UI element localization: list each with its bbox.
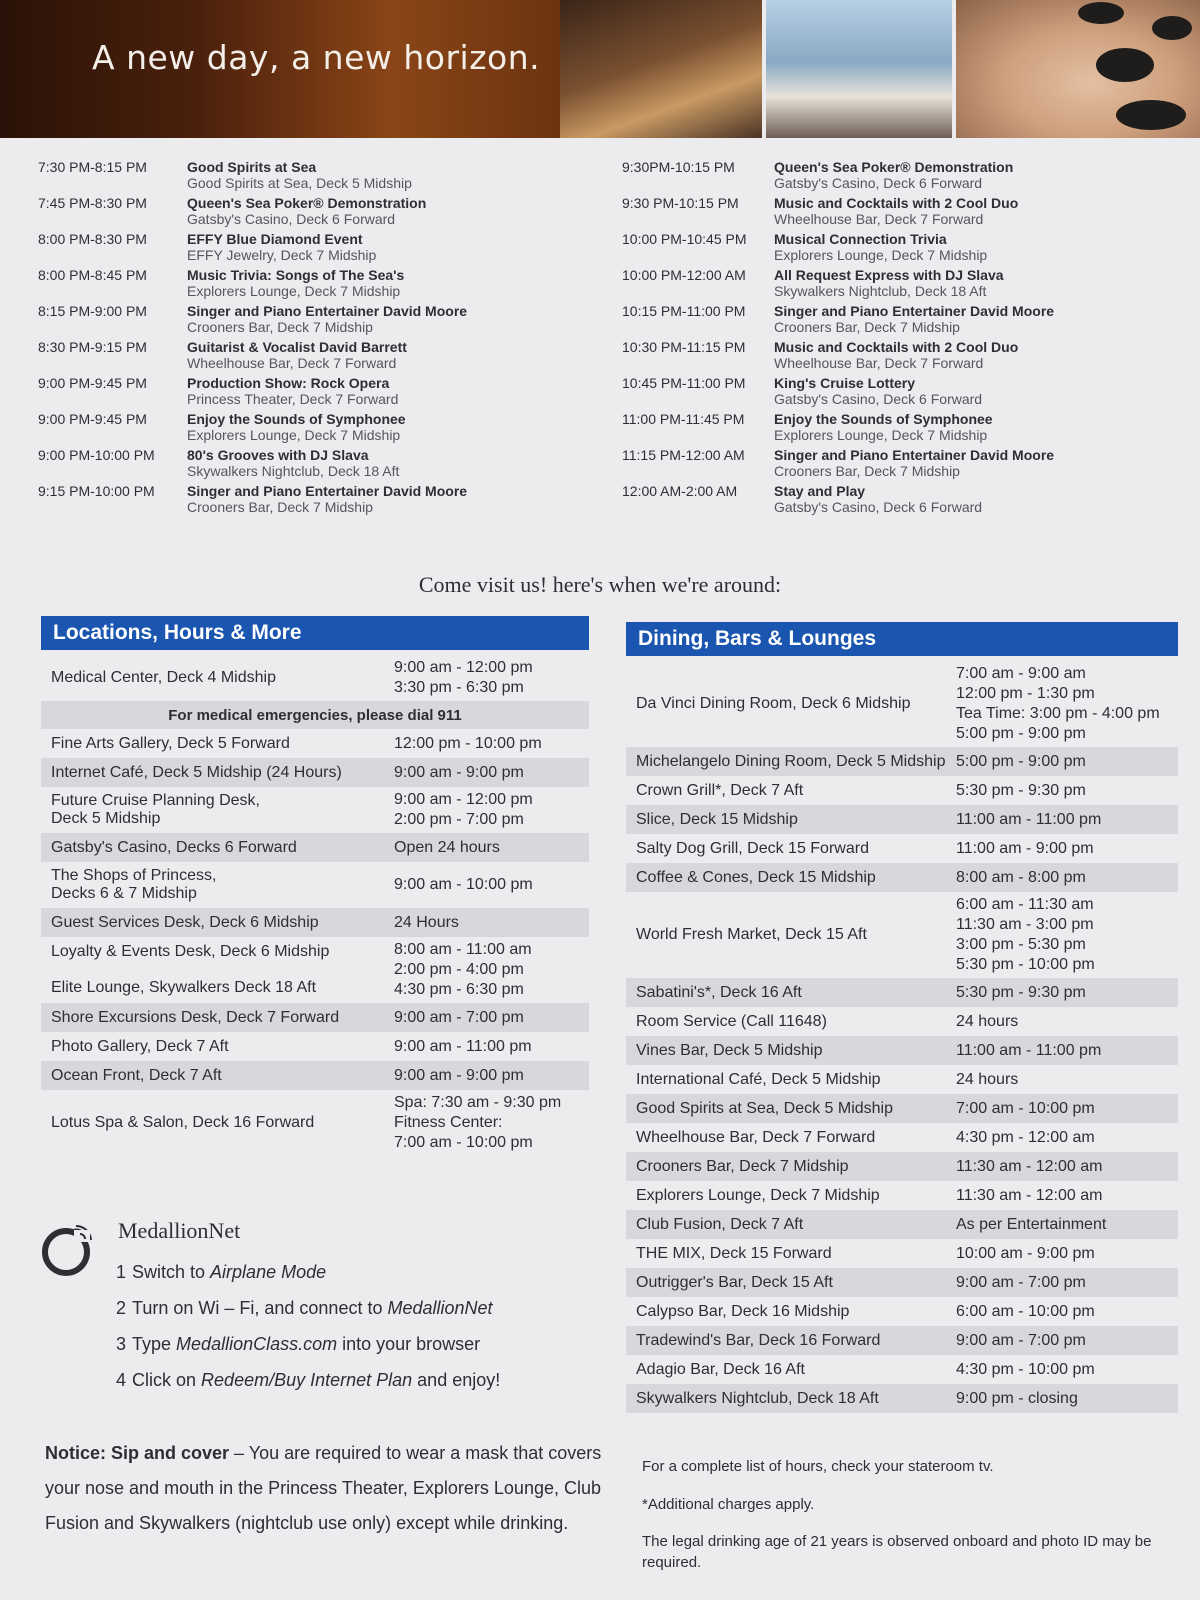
medallion-wifi-icon <box>40 1222 96 1278</box>
schedule-time: 7:45 PM-8:30 PM <box>38 195 147 211</box>
hours-row <box>626 1239 1178 1268</box>
additional-charges-note: *Additional charges apply. <box>642 1496 815 1513</box>
hours-row <box>41 758 589 787</box>
hours-row <box>626 1210 1178 1239</box>
venue-hours: 9:00 am - 10:00 pm <box>394 876 533 893</box>
hours-row <box>41 1003 589 1032</box>
venue-name: Photo Gallery, Deck 7 Aft <box>51 1037 229 1055</box>
schedule-event: Singer and Piano Entertainer David Moore <box>774 303 1055 319</box>
emergency-note: For medical emergencies, please dial 911 <box>41 701 589 729</box>
schedule-time: 8:00 PM-8:30 PM <box>38 231 147 247</box>
hours-row <box>41 1061 589 1090</box>
venue-hours: 6:00 am - 10:00 pm <box>956 1302 1095 1320</box>
venue-name: World Fresh Market, Deck 15 Aft <box>636 926 867 943</box>
step-text-end: into your browser <box>337 1334 481 1354</box>
schedule-location: Skywalkers Nightclub, Deck 18 Aft <box>774 283 987 299</box>
schedule-event: Production Show: Rock Opera <box>187 375 390 391</box>
step-text-end: and enjoy! <box>412 1370 501 1390</box>
medallionnet-steps <box>116 1254 500 1398</box>
hours-row <box>626 1036 1178 1065</box>
hours-row <box>626 863 1178 892</box>
venue-name: Loyalty & Events Desk, Deck 6 Midship Elite Lounge, Skywalkers Deck 18 Aft <box>51 943 330 996</box>
venue-name: International Café, Deck 5 Midship <box>636 1070 881 1088</box>
schedule-row <box>38 407 598 443</box>
venue-hours: 11:30 am - 12:00 am <box>956 1186 1103 1204</box>
venue-hours: 8:00 am - 8:00 pm <box>956 868 1086 886</box>
venue-hours: 9:00 am - 7:00 pm <box>956 1273 1086 1291</box>
venue-name: Salty Dog Grill, Deck 15 Forward <box>636 839 869 857</box>
venue-hours: 12:00 pm - 10:00 pm <box>394 734 542 752</box>
schedule-time: 10:15 PM-11:00 PM <box>622 303 746 319</box>
schedule-row <box>622 335 1182 371</box>
spa-photo <box>956 0 1200 138</box>
schedule-event: 80's Grooves with DJ Slava <box>187 447 369 463</box>
schedule-time: 10:00 PM-12:00 AM <box>622 267 746 283</box>
hours-row <box>626 892 1178 978</box>
schedule-time: 8:15 PM-9:00 PM <box>38 303 147 319</box>
venue-hours: 9:00 am - 12:00 pm 3:30 pm - 6:30 pm <box>394 659 533 696</box>
schedule-time: 9:15 PM-10:00 PM <box>38 483 155 499</box>
hours-row <box>626 1065 1178 1094</box>
schedule-location: EFFY Jewelry, Deck 7 Midship <box>187 247 377 263</box>
medallionnet-step <box>116 1362 500 1398</box>
venue-hours: 4:30 pm - 12:00 am <box>956 1128 1095 1146</box>
step-emphasis: Airplane Mode <box>210 1262 327 1282</box>
schedule-right-column <box>622 155 1182 515</box>
locations-panel <box>41 616 589 1156</box>
venue-hours: 9:00 am - 9:00 pm <box>394 1066 524 1084</box>
schedule-event: Music and Cocktails with 2 Cool Duo <box>774 195 1019 211</box>
schedule-event: Good Spirits at Sea <box>187 159 317 175</box>
venue-hours: 5:30 pm - 9:30 pm <box>956 781 1086 799</box>
drinking-age-note: The legal drinking age of 21 years is observed onboard and photo ID may be required. <box>642 1533 1152 1571</box>
schedule-location: Explorers Lounge, Deck 7 Midship <box>774 427 988 443</box>
header-banner <box>0 0 1200 138</box>
venue-hours: 24 Hours <box>394 913 459 931</box>
schedule-event: Musical Connection Trivia <box>774 231 947 247</box>
schedule-location: Explorers Lounge, Deck 7 Midship <box>187 427 401 443</box>
hours-row <box>41 787 589 833</box>
venue-hours: 9:00 am - 12:00 pm 2:00 pm - 7:00 pm <box>394 791 533 828</box>
venue-name: Room Service (Call 11648) <box>636 1012 827 1030</box>
hours-row <box>41 862 589 908</box>
venue-name: Lotus Spa & Salon, Deck 16 Forward <box>51 1114 315 1131</box>
hours-row <box>626 1152 1178 1181</box>
venue-hours: 6:00 am - 11:30 am 11:30 am - 3:00 pm 3:00 pm - 5:30 pm 5:30 pm - 10:00 pm <box>956 896 1095 973</box>
venue-hours: 5:30 pm - 9:30 pm <box>956 983 1086 1001</box>
locations-header: Locations, Hours & More <box>41 616 589 650</box>
venue-name: Fine Arts Gallery, Deck 5 Forward <box>51 734 290 752</box>
schedule-row <box>622 479 1182 515</box>
schedule-row <box>622 155 1182 191</box>
venue-name: Explorers Lounge, Deck 7 Midship <box>636 1186 880 1204</box>
schedule-location: Crooners Bar, Deck 7 Midship <box>187 499 373 515</box>
venue-name: Outrigger's Bar, Deck 15 Aft <box>636 1273 833 1291</box>
step-text: Type <box>132 1334 177 1354</box>
venue-hours: Open 24 hours <box>394 838 500 856</box>
hours-row <box>626 1094 1178 1123</box>
medallionnet-step <box>116 1290 500 1326</box>
step-number: 3 <box>116 1334 127 1354</box>
schedule-row <box>38 479 598 515</box>
schedule-left-column <box>38 155 598 515</box>
schedule-row <box>38 299 598 335</box>
schedule-location: Good Spirits at Sea, Deck 5 Midship <box>187 175 412 191</box>
venue-hours: As per Entertainment <box>956 1215 1107 1233</box>
schedule-event: Enjoy the Sounds of Symphonee <box>187 411 406 427</box>
locations-rows <box>41 655 589 1156</box>
schedule-event: EFFY Blue Diamond Event <box>187 231 363 247</box>
hours-row <box>41 833 589 862</box>
schedule-row <box>38 227 598 263</box>
casino-photo <box>560 0 762 138</box>
schedule-row <box>38 371 598 407</box>
step-number: 1 <box>116 1262 127 1282</box>
schedule-row <box>38 191 598 227</box>
venue-name: Gatsby's Casino, Decks 6 Forward <box>51 838 297 856</box>
schedule-event: Queen's Sea Poker® Demonstration <box>774 159 1014 175</box>
step-emphasis: Redeem/Buy Internet Plan <box>201 1370 413 1390</box>
schedule-event: Guitarist & Vocalist David Barrett <box>187 339 407 355</box>
schedule-row <box>622 443 1182 479</box>
hours-row <box>626 661 1178 747</box>
venue-name: Wheelhouse Bar, Deck 7 Forward <box>636 1128 876 1146</box>
venue-name: Calypso Bar, Deck 16 Midship <box>636 1302 850 1320</box>
hours-row <box>41 729 589 758</box>
schedule-row <box>622 191 1182 227</box>
schedule-time: 9:30PM-10:15 PM <box>622 159 735 175</box>
venue-hours: 9:00 am - 11:00 pm <box>394 1037 532 1055</box>
hours-row <box>626 1326 1178 1355</box>
venue-name: Shore Excursions Desk, Deck 7 Forward <box>51 1008 340 1026</box>
schedule-time: 9:00 PM-9:45 PM <box>38 375 147 391</box>
schedule-event: Enjoy the Sounds of Symphonee <box>774 411 993 427</box>
step-text: Click on <box>132 1370 202 1390</box>
hours-row <box>626 805 1178 834</box>
schedule-location: Explorers Lounge, Deck 7 Midship <box>187 283 401 299</box>
venue-name: Skywalkers Nightclub, Deck 18 Aft <box>636 1389 879 1407</box>
venue-name: Da Vinci Dining Room, Deck 6 Midship <box>636 695 911 712</box>
schedule-time: 10:45 PM-11:00 PM <box>622 375 746 391</box>
stateroom-tv-note: For a complete list of hours, check your stateroom tv. <box>642 1458 994 1475</box>
hours-row <box>41 655 589 701</box>
venue-name: THE MIX, Deck 15 Forward <box>636 1244 832 1262</box>
schedule-event: Stay and Play <box>774 483 866 499</box>
schedule-event: Singer and Piano Entertainer David Moore <box>187 483 468 499</box>
venue-hours: 7:00 am - 10:00 pm <box>956 1099 1095 1117</box>
schedule-time: 8:00 PM-8:45 PM <box>38 267 147 283</box>
schedule-location: Gatsby's Casino, Deck 6 Forward <box>187 211 396 227</box>
venue-name: Adagio Bar, Deck 16 Aft <box>636 1360 805 1378</box>
schedule-location: Wheelhouse Bar, Deck 7 Forward <box>774 355 984 371</box>
step-emphasis: MedallionNet <box>387 1298 493 1318</box>
step-text: Switch to <box>132 1262 211 1282</box>
step-emphasis: MedallionClass.com <box>176 1334 338 1354</box>
venue-hours: 11:00 am - 11:00 pm <box>956 1041 1102 1059</box>
schedule-time: 12:00 AM-2:00 AM <box>622 483 738 499</box>
notice-heading: Notice: Sip and cover <box>45 1443 230 1463</box>
step-number: 4 <box>116 1370 127 1390</box>
venue-name: Slice, Deck 15 Midship <box>636 810 798 828</box>
hours-row <box>626 1297 1178 1326</box>
venue-hours: 9:00 pm - closing <box>956 1389 1078 1407</box>
schedule-row <box>622 263 1182 299</box>
come-visit-heading: Come visit us! here's when we're around: <box>418 572 782 597</box>
schedule-row <box>622 227 1182 263</box>
venue-name: Tradewind's Bar, Deck 16 Forward <box>636 1331 881 1349</box>
schedule-location: Gatsby's Casino, Deck 6 Forward <box>774 391 983 407</box>
schedule-time: 7:30 PM-8:15 PM <box>38 159 147 175</box>
venue-hours: 11:30 am - 12:00 am <box>956 1157 1103 1175</box>
notice-text: – You are required to wear a mask that covers your nose and mouth in the Princess Theater, Explorers Lounge, Club Fusion and Skywalkers (nightclub use only) except while drinking. <box>45 1443 602 1533</box>
schedule-event: Music Trivia: Songs of The Sea's <box>187 267 405 283</box>
venue-hours: 5:00 pm - 9:00 pm <box>956 752 1086 770</box>
banner-title: A new day, a new horizon. <box>92 38 541 77</box>
dining-rows <box>626 661 1178 1413</box>
schedule-row <box>622 407 1182 443</box>
schedule-event: King's Cruise Lottery <box>774 375 916 391</box>
venue-name: Ocean Front, Deck 7 Aft <box>51 1066 222 1084</box>
schedule-location: Crooners Bar, Deck 7 Midship <box>774 463 960 479</box>
venue-name: Good Spirits at Sea, Deck 5 Midship <box>636 1099 894 1117</box>
venue-hours: 24 hours <box>956 1070 1019 1088</box>
hours-row <box>626 1355 1178 1384</box>
step-text: Turn on Wi – Fi, and connect to <box>132 1298 388 1318</box>
hours-row <box>626 1268 1178 1297</box>
schedule-location: Gatsby's Casino, Deck 6 Forward <box>774 175 983 191</box>
schedule-location: Explorers Lounge, Deck 7 Midship <box>774 247 988 263</box>
schedule-time: 9:30 PM-10:15 PM <box>622 195 739 211</box>
schedule-location: Gatsby's Casino, Deck 6 Forward <box>774 499 983 515</box>
bar-photo <box>766 0 952 138</box>
venue-hours: 7:00 am - 9:00 am 12:00 pm - 1:30 pm Tea Time: 3:00 pm - 4:00 pm 5:00 pm - 9:00 pm <box>956 665 1160 742</box>
hours-row <box>626 1181 1178 1210</box>
schedule-row <box>38 443 598 479</box>
step-number: 2 <box>116 1298 127 1318</box>
schedule-time: 10:30 PM-11:15 PM <box>622 339 746 355</box>
venue-hours: 24 hours <box>956 1012 1019 1030</box>
schedule-event: Singer and Piano Entertainer David Moore <box>187 303 468 319</box>
schedule-time: 11:15 PM-12:00 AM <box>622 447 745 463</box>
schedule-location: Wheelhouse Bar, Deck 7 Forward <box>774 211 984 227</box>
schedule-location: Wheelhouse Bar, Deck 7 Forward <box>187 355 397 371</box>
mask-notice <box>45 1436 605 1541</box>
hours-row <box>41 908 589 937</box>
dining-header: Dining, Bars & Lounges <box>626 622 1178 656</box>
schedule-location: Crooners Bar, Deck 7 Midship <box>774 319 960 335</box>
hours-row <box>626 747 1178 776</box>
hours-row <box>41 1090 589 1156</box>
venue-name: Club Fusion, Deck 7 Aft <box>636 1215 804 1233</box>
medallionnet-step <box>116 1254 500 1290</box>
schedule-location: Crooners Bar, Deck 7 Midship <box>187 319 373 335</box>
schedule-row <box>622 299 1182 335</box>
hours-row <box>626 776 1178 805</box>
venue-hours: 9:00 am - 9:00 pm <box>394 763 524 781</box>
schedule-time: 9:00 PM-9:45 PM <box>38 411 147 427</box>
dining-panel <box>626 622 1178 1413</box>
venue-hours: 10:00 am - 9:00 pm <box>956 1244 1095 1262</box>
schedule-event: All Request Express with DJ Slava <box>774 267 1004 283</box>
venue-hours: 4:30 pm - 10:00 pm <box>956 1360 1095 1378</box>
venue-name: The Shops of Princess, Decks 6 & 7 Midship <box>51 867 217 902</box>
venue-hours: 11:00 am - 11:00 pm <box>956 810 1102 828</box>
venue-hours: 11:00 am - 9:00 pm <box>956 839 1094 857</box>
schedule-row <box>38 263 598 299</box>
hours-row <box>41 937 589 1003</box>
venue-hours: 9:00 am - 7:00 pm <box>956 1331 1086 1349</box>
hours-row <box>626 978 1178 1007</box>
venue-name: Coffee & Cones, Deck 15 Midship <box>636 868 876 886</box>
venue-name: Crown Grill*, Deck 7 Aft <box>636 781 804 799</box>
venue-name: Future Cruise Planning Desk, Deck 5 Midship <box>51 792 260 827</box>
venue-hours: Spa: 7:30 am - 9:30 pm Fitness Center: 7:00 am - 10:00 pm <box>394 1094 562 1151</box>
schedule-time: 9:00 PM-10:00 PM <box>38 447 155 463</box>
venue-name: Michelangelo Dining Room, Deck 5 Midship <box>636 752 946 770</box>
hours-row <box>626 834 1178 863</box>
hours-row <box>626 1123 1178 1152</box>
hours-row <box>41 1032 589 1061</box>
medallionnet-step <box>116 1326 500 1362</box>
venue-name: Sabatini's*, Deck 16 Aft <box>636 983 802 1001</box>
schedule-time: 10:00 PM-10:45 PM <box>622 231 747 247</box>
hours-row <box>626 1007 1178 1036</box>
schedule-event: Queen's Sea Poker® Demonstration <box>187 195 427 211</box>
schedule-location: Skywalkers Nightclub, Deck 18 Aft <box>187 463 400 479</box>
schedule-event: Music and Cocktails with 2 Cool Duo <box>774 339 1019 355</box>
schedule-location: Princess Theater, Deck 7 Forward <box>187 391 399 407</box>
schedule-time: 8:30 PM-9:15 PM <box>38 339 147 355</box>
venue-hours: 8:00 am - 11:00 am 2:00 pm - 4:00 pm 4:30 pm - 6:30 pm <box>394 941 532 998</box>
schedule-row <box>622 371 1182 407</box>
venue-name: Medical Center, Deck 4 Midship <box>51 669 276 686</box>
hours-row <box>626 1384 1178 1413</box>
schedule-event: Singer and Piano Entertainer David Moore <box>774 447 1055 463</box>
venue-name: Guest Services Desk, Deck 6 Midship <box>51 913 319 931</box>
venue-name: Vines Bar, Deck 5 Midship <box>636 1041 823 1059</box>
schedule-row <box>38 155 598 191</box>
schedule-time: 11:00 PM-11:45 PM <box>622 411 745 427</box>
venue-name: Internet Café, Deck 5 Midship (24 Hours) <box>51 763 342 781</box>
venue-hours: 9:00 am - 7:00 pm <box>394 1008 524 1026</box>
venue-name: Crooners Bar, Deck 7 Midship <box>636 1157 849 1175</box>
schedule-row <box>38 335 598 371</box>
medallionnet-title: MedallionNet <box>118 1218 241 1243</box>
